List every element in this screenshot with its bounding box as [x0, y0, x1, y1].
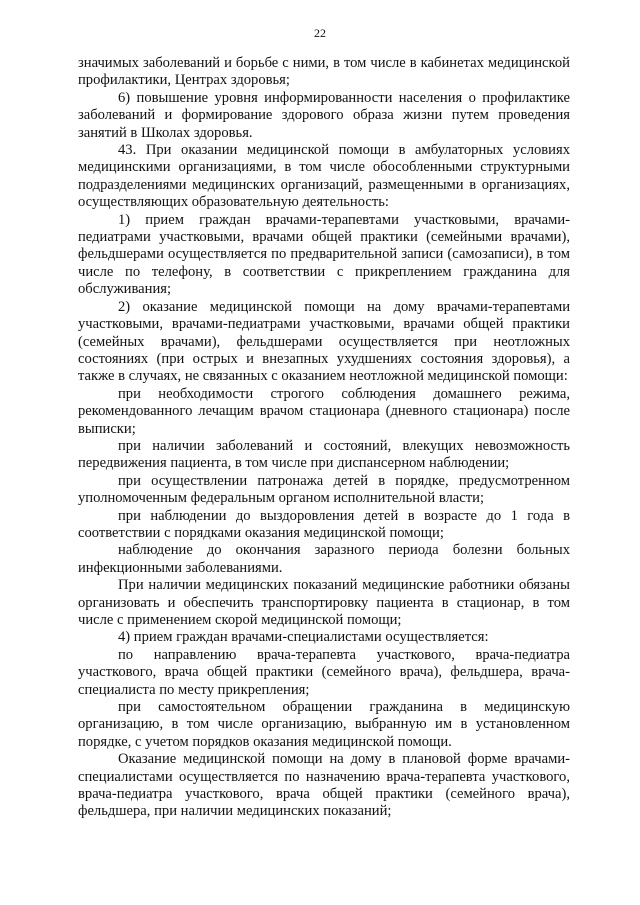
paragraph-6: при необходимости строгого соблюдения домашнего режима, рекомендованного лечащим врачом стационара (дневного стационара) после выписки; [78, 385, 570, 437]
paragraph-8: при осуществлении патронажа детей в порядке, предусмотренном уполномоченным федеральным органом исполнительной власти; [78, 472, 570, 507]
page-number: 22 [314, 26, 326, 40]
paragraph-7: при наличии заболеваний и состояний, влекущих невозможность передвижения пациента, в том числе при диспансерном наблюдении; [78, 437, 570, 472]
paragraph-13: по направлению врача-терапевта участкового, врача-педиатра участкового, врача общей практики (семейного врача), фельдшера, врача-специалиста по месту прикрепления; [78, 646, 570, 698]
paragraph-9: при наблюдении до выздоровления детей в возрасте до 1 года в соответствии с порядками оказания медицинской помощи; [78, 507, 570, 541]
paragraph-1: значимых заболеваний и борьбе с ними, в том числе в кабинетах медицинской профилактики, Центрах здоровья; [78, 55, 570, 89]
paragraph-14: при самостоятельном обращении гражданина в медицинскую организацию, в том числе организацию, выбранную им в установленном порядке, с учетом порядков оказания медицинской помощи. [78, 699, 570, 750]
page-body [78, 55, 570, 821]
paragraph-15: Оказание медицинской помощи на дому в плановой форме врачами-специалистами осуществляется по назначению врача-терапевта участкового, врача-педиатра участкового, врача общей практики (семейного врача), фельдшера, при наличии медицинских показаний; [78, 751, 570, 820]
paragraph-3: 43. При оказании медицинской помощи в амбулаторных условиях медицинскими организациями, в том числе обособленными структурными подразделениями медицинских организаций, размещенными в организациях, осуществляющих образовательную деятельность: [78, 142, 570, 211]
paragraph-5: 2) оказание медицинской помощи на дому врачами-терапевтами участковыми, врачами-педиатрами участковыми, врачами общей практики (семейных врачами), фельдшерами осуществляется при неотложных состояниях (при острых и внезапных ухудшениях состояния здоровья), а также в случаях, не связанных с оказанием неотложной медицинской помощи: [78, 298, 570, 385]
paragraph-11: При наличии медицинских показаний медицинские работники обязаны организовать и обеспечить транспортировку пациента в стационар, в том числе с применением скорой медицинской помощи; [78, 577, 570, 628]
paragraph-2: 6) повышение уровня информированности населения о профилактике заболеваний и формирование здорового образа жизни путем проведения занятий в Школах здоровья. [78, 89, 570, 141]
paragraph-12: 4) прием граждан врачами-специалистами осуществляется: [118, 629, 489, 646]
paragraph-4: 1) прием граждан врачами-терапевтами участковыми, врачами-педиатрами участковыми, врачами общей практики (семейными врачами), фельдшерами осуществляется по предварительной записи (самозаписи), в том числе по телефону, в соответствии с прикреплением гражданина для обслуживания; [78, 211, 570, 298]
paragraph-10: наблюдение до окончания заразного периода болезни больных инфекционными заболеваниями. [78, 542, 570, 576]
